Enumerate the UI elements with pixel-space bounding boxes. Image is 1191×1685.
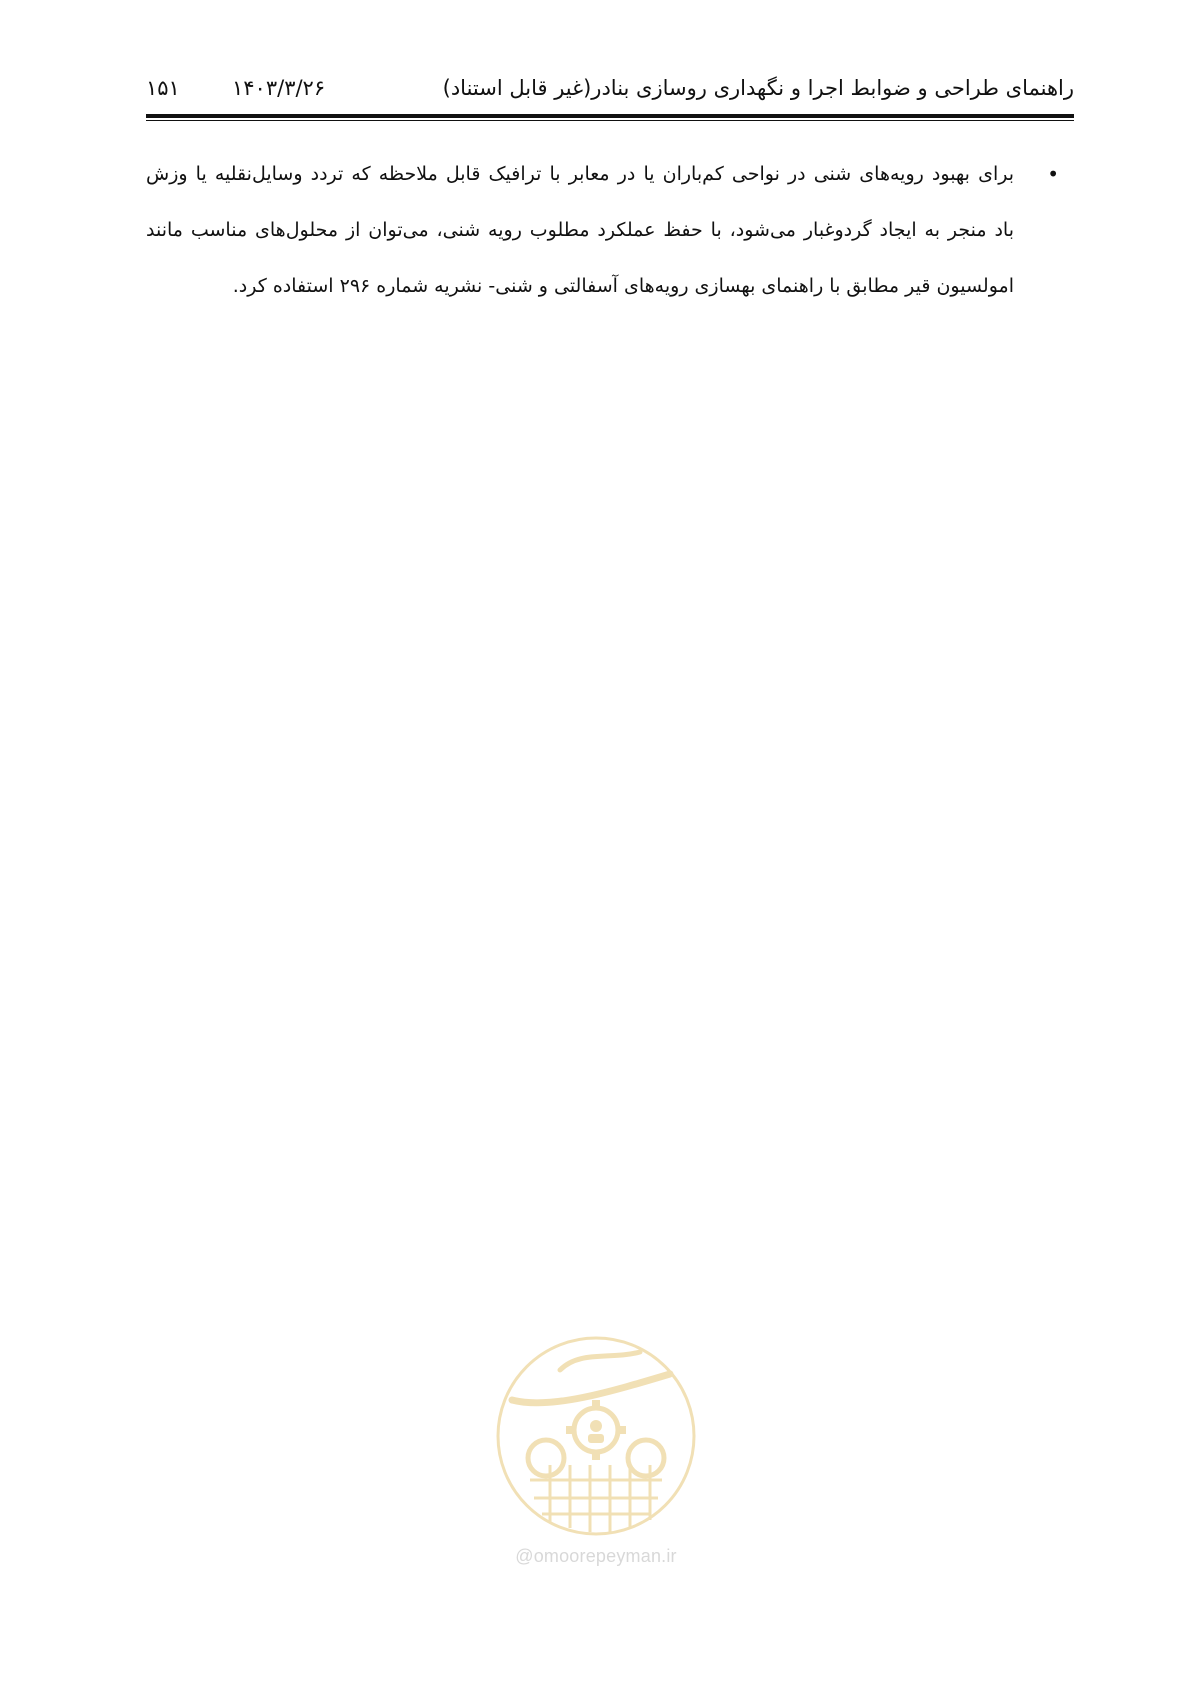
watermark-logo-icon [490, 1330, 702, 1542]
bullet-line-3: امولسیون قیر مطابق با راهنمای بهسازی رویه‌های آسفالتی و شنی- نشریه شماره ۲۹۶ استفاده کرد. [232, 275, 1014, 297]
bullet-item [146, 146, 1059, 314]
bullet-line-1: برای بهبود رویه‌های شنی در نواحی کم‌باران یا در معابر با ترافیک قابل ملاحظه که تردد وسایل‌نقلیه یا وزش [146, 163, 1014, 185]
header-rule-thick [146, 114, 1074, 118]
document-date: ۱۴۰۳/۳/۲۶ [232, 76, 326, 100]
watermark-url: @omoorepeyman.ir [515, 1546, 677, 1566]
page-number: ۱۵۱ [146, 76, 180, 100]
document-title: راهنمای طراحی و ضوابط اجرا و نگهداری روسازی بنادر(غیر قابل استناد) [442, 76, 1074, 100]
bullet-icon: • [1047, 162, 1059, 186]
header-rule-thin [146, 120, 1074, 121]
bullet-line-2: باد منجر به ایجاد گردوغبار می‌شود، با حفظ عملکرد مطلوب رویه شنی، می‌توان از محلول‌های مناسب مانند [146, 219, 1014, 241]
watermark [490, 1330, 702, 1567]
page-header [146, 76, 1074, 110]
main-content [146, 146, 1059, 314]
